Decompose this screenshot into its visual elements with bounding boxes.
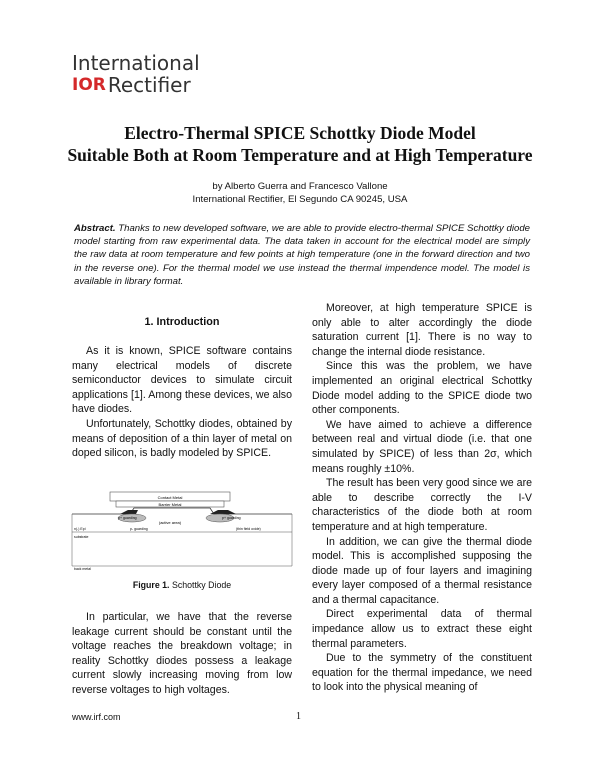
label-active-area: (active area) [158, 520, 182, 525]
label-p-guarding-right: p+ guarding [222, 516, 241, 520]
right-column [312, 301, 532, 695]
paragraph: Since this was the problem, we have implemented an original electrical Schottky Diode model adding to the SPICE diode two other components. [312, 360, 532, 417]
oxide-left-block [72, 510, 138, 514]
section-heading-introduction: 1. Introduction [144, 316, 220, 328]
paragraph: In particular, we have that the reverse leakage current should be constant until the voltage reaches the breakdown voltage; in reality Schottky diodes possess a leakage current slowly increasing moving from low reverse voltages to high voltages. [72, 611, 292, 696]
logo-rectifier-text: Rectifier [107, 73, 191, 97]
paragraph: The result has been very good since we are able to describe correctly the I-V characteristics of the diode both at room temperature and at high temperature. [312, 477, 532, 533]
abstract [74, 222, 530, 288]
title-line-2: Suitable Both at Room Temperature and at High Temperature [67, 145, 533, 165]
title-line-1: Electro-Thermal SPICE Schottky Diode Model [124, 123, 476, 143]
label-p-minus: p- guarding [130, 527, 148, 531]
logo-ior-mark: IOR [72, 75, 106, 95]
figure-caption-text: Schottky Diode [171, 580, 232, 590]
label-contact-metal: Contact Metal [157, 495, 183, 500]
paper-title [0, 122, 600, 166]
authors-block [0, 180, 600, 206]
oxide-right-block [210, 510, 236, 514]
paragraph: We have aimed to achieve a difference between real and virtual diode (i.e. that one simulated by SPICE) of less than 2σ, which means roughly ±10%. [312, 418, 532, 475]
logo-international-text: International [72, 51, 200, 75]
label-n-epi: n(-) Epi [74, 527, 86, 531]
figure-caption [72, 580, 292, 590]
left-column-top [72, 344, 292, 461]
paragraph: As it is known, SPICE software contains many electrical models of discrete semiconductor devices to simulate circuit applications [1]. Among these devices, we also have diodes. [72, 345, 292, 416]
abstract-text: Thanks to new developed software, we are able to provide electro-thermal SPICE Schottky diode model starting from raw experimental data. The data taken in account for the electrical model are simply the raw data at room temperature and few points at high temperature (one in the forward direction and two in the reverse one). For the thermal model we use instead the thermal impendence model. The model is available in library format. [74, 223, 530, 287]
oxide-outline [72, 508, 292, 514]
paragraph: Direct experimental data of thermal impedance allow us to extract these eight thermal parameters. [312, 608, 532, 650]
company-logo [72, 52, 200, 96]
authors-affiliation: International Rectifier, El Segundo CA 90245, USA [192, 194, 408, 205]
abstract-label: Abstract. [74, 223, 116, 234]
paragraph: Moreover, at high temperature SPICE is only able to alter accordingly the diode saturation current [1]. There is no way to change the internal diode resistance. [312, 302, 532, 358]
paragraph: Due to the symmetry of the constituent equation for the thermal impedance, we need to look into the physical meaning of [312, 652, 532, 694]
page-number: 1 [296, 711, 301, 722]
footer-url[interactable]: www.irf.com [72, 712, 121, 722]
label-thin-field-oxide: (thin field oxide) [236, 527, 261, 531]
paragraph: Unfortunately, Schottky diodes, obtained by means of deposition of a thin layer of metal on doped silicon, is badly modeled by SPICE. [72, 417, 292, 460]
left-column-bottom [72, 610, 292, 698]
paragraph: In addition, we can give the thermal diode model. This is accomplished supposing the diode made up of four layers and imagining every layer composed of a thermal resistance and a thermal capacitance. [312, 535, 532, 606]
figure-caption-label: Figure 1. [132, 580, 170, 590]
label-p-guarding-left: p+ guarding [118, 516, 137, 520]
label-back-metal: back metal [74, 567, 91, 571]
label-substrate: substrate [74, 535, 89, 539]
label-barrier-metal: Barrier Metal [158, 502, 182, 507]
authors-names: by Alberto Guerra and Francesco Vallone [212, 181, 388, 192]
schottky-diode-figure [70, 486, 294, 572]
